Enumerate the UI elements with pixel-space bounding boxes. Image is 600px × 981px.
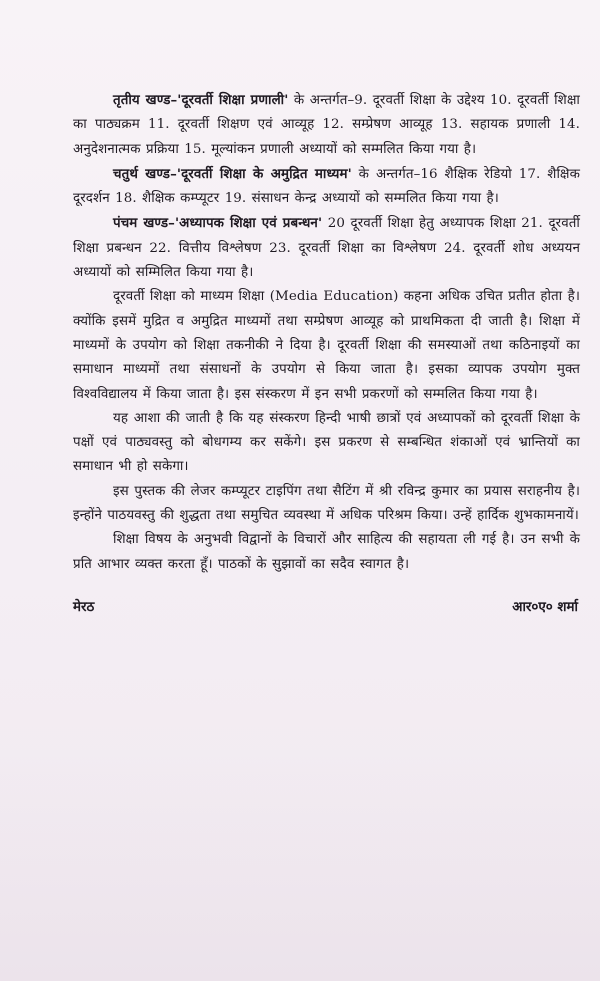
media-education-text: दूरवर्ती शिक्षा को माध्यम शिक्षा (Media Education) कहना अधिक उचित प्रतीत होता है। क्योंकि इसमें मुद्रित व अमुद्रित माध्यमों तथा सम्प्रेषण आव्यूह को प्राथमिकता दी जाती है। शिक्षा में माध्यमों के उपयोग को शिक्षा तकनीकी ने दिया है। दूरवर्ती शिक्षा की समस्याओं तथा कठिनाइयों का समाधान माध्यमों तथा संसाधनों के उपयोग से किया जाता है। इसका व्यापक उपयोग मुक्त विश्वविद्यालय में किया जाता है। इस संस्करण में इन सभी प्रकरणों को सम्मलित किया गया है। <box>73 289 580 402</box>
section-3-text: के अन्तर्गत–9. दूरवर्ती शिक्षा के उद्देश्य 10. दूरवर्ती शिक्षा का पाठ्यक्रम 11. दूरवर्ती शिक्षण एवं आव्यूह 12. सम्प्रेषण आव्यूह 13. सहायक प्रणाली 14. अनुदेशनात्मक प्रक्रिया 15. मूल्यांकन प्रणाली अध्यायों को सम्मलित किया गया है। <box>73 93 580 157</box>
signature-row <box>73 597 580 615</box>
section-3-heading: तृतीय खण्ड–'दूरवर्ती शिक्षा प्रणाली' <box>113 92 289 108</box>
paragraph-section-4 <box>73 162 580 212</box>
section-4-heading: चतुर्थ खण्ड–'दूरवर्ती शिक्षा के अमुद्रित माध्यम' <box>113 165 352 182</box>
section-5-heading: पंचम खण्ड–'अध्यापक शिक्षा एवं प्रबन्धन' <box>113 215 323 232</box>
section-4-text: के अन्तर्गत–16 शैक्षिक रेडियो 17. शैक्षिक दूरदर्शन 18. शैक्षिक कम्प्यूटर 19. संसाधन केन्द्र अध्यायों को सम्मलित किया गया है। <box>73 166 580 207</box>
signature-author: आर०ए० शर्मा <box>512 598 578 615</box>
hope-text: यह आशा की जाती है कि यह संस्करण हिन्दी भाषी छात्रों एवं अध्यापकों को दूरवर्ती शिक्षा के पक्षों एवं पाठ्यवस्तु को बोधगम्य कर सकेंगे। इस प्रकरण से सम्बन्धित शंकाओं एवं भ्रान्तियों का समाधान भी हो सकेगा। <box>73 410 580 475</box>
acknowledgement-scholars-text: शिक्षा विषय के अनुभवी विद्वानों के विचारों और साहित्य की सहायता ली गई है। उन सभी के प्रति आभार व्यक्त करता हूँ। पाठकों के सुझावों का सदैव स्वागत है। <box>73 532 580 572</box>
paragraph-media-education <box>73 285 580 406</box>
paragraph-acknowledgement-scholars <box>73 528 580 577</box>
signature-place: मेरठ <box>73 598 95 615</box>
paragraph-section-3 <box>73 88 580 162</box>
paragraph-acknowledgement-typing <box>73 480 580 529</box>
acknowledgement-typing-text: इस पुस्तक की लेजर कम्प्यूटर टाइपिंग तथा सैटिंग में श्री रविन्द्र कुमार का प्रयास सराहनीय है। इन्होंने पाठयवस्तु की शुद्धता तथा समुचित व्यवस्था में अधिक परिश्रम किया। उन्हें हार्दिक शुभकामनायें। <box>73 483 580 524</box>
section-5-text: 20 दूरवर्ती शिक्षा हेतु अध्यापक शिक्षा 21. दूरवर्ती शिक्षा प्रबन्धन 22. वित्तीय विश्लेषण 23. दूरवर्ती शिक्षा का विश्लेषण 24. दूरवर्ती शोध अध्ययन अध्यायों को सम्मिलित किया गया है। <box>73 216 580 281</box>
paragraph-hope <box>73 407 580 480</box>
paragraph-section-5 <box>73 211 580 285</box>
